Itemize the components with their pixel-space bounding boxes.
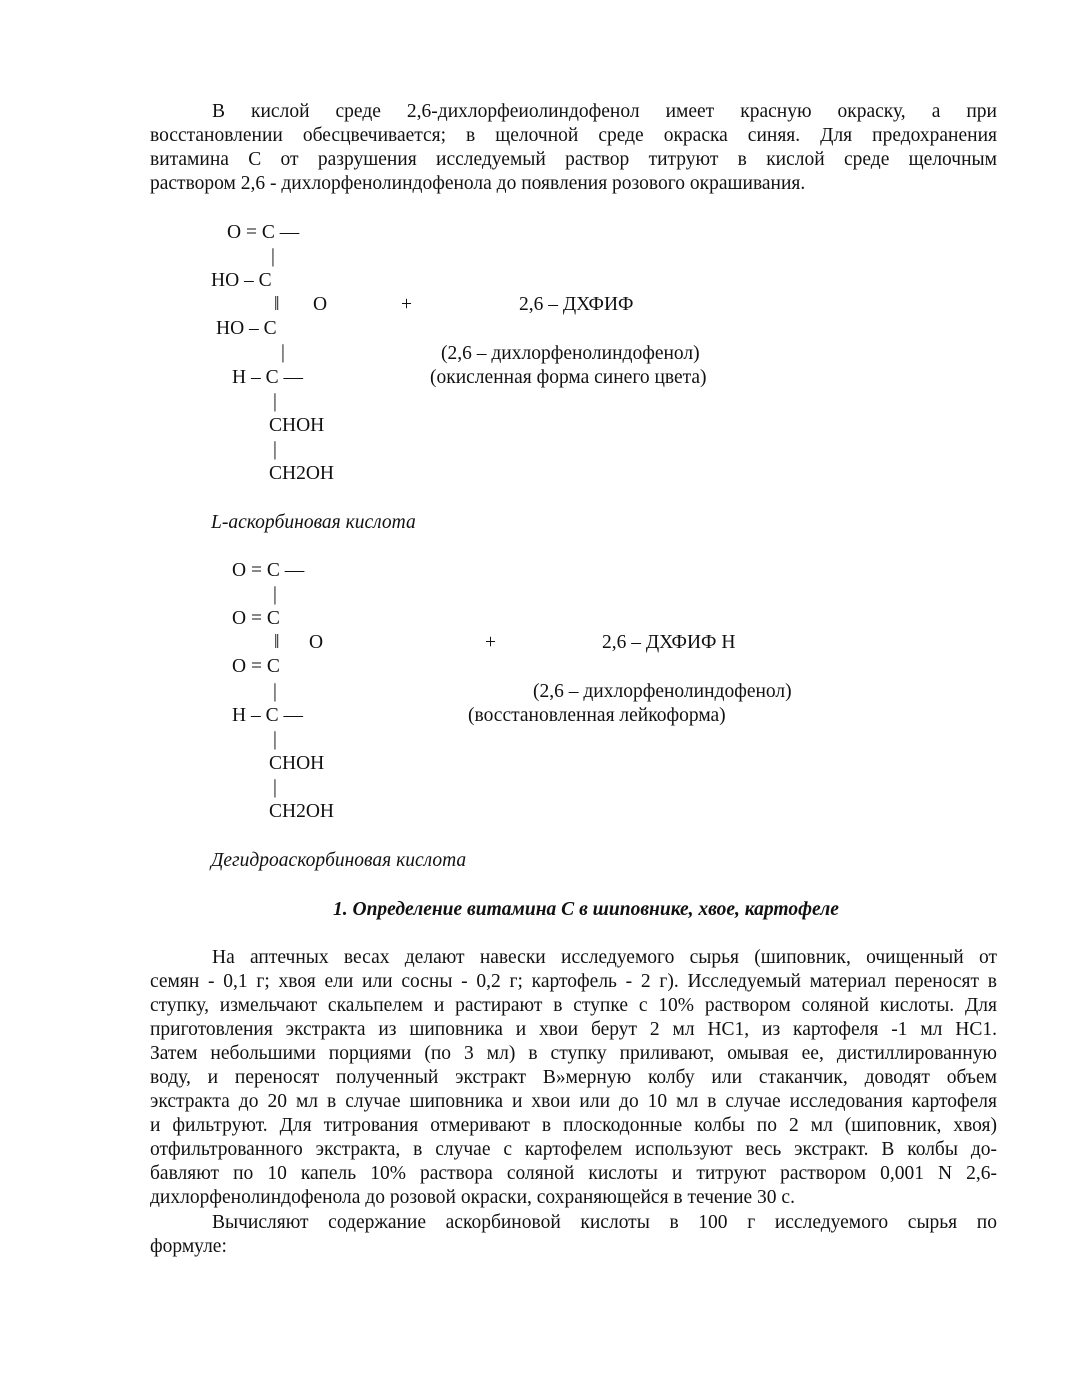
- structure-line: O = C: [232, 608, 280, 629]
- structure-line: CHOH: [269, 753, 325, 774]
- structure-line: CH2OH: [269, 463, 335, 484]
- structure-caption: Дегидроаскорбиновая кислота: [211, 850, 467, 871]
- text-line: витамина С от разрушения исследуемый раствор титруют в кислой среде щелочным: [150, 149, 997, 170]
- reagent-label: 2,6 – ДХФИФ: [519, 294, 634, 315]
- reagent-form: (восстановленная лейкоформа): [468, 705, 726, 726]
- text-line: бавляют по 10 капель 10% раствора соляной кислоты и титруют раствором 0,001 N 2,6-: [150, 1163, 997, 1184]
- bond-line: |: [273, 439, 277, 460]
- bond-line: |: [271, 246, 275, 267]
- structure-line: O = C —: [232, 560, 305, 581]
- structure-line: O = C: [232, 656, 280, 677]
- bond-line: |: [273, 584, 277, 605]
- text-line: семян - 0,1 г; хвоя ели или сосны - 0,2 г; картофель - 2 г). Исследуемый материал переносят в: [150, 971, 997, 992]
- reagent-name: (2,6 – дихлорфенолиндофенол): [533, 681, 792, 702]
- bond-line: |: [273, 391, 277, 412]
- structure-line: CH2OH: [269, 801, 335, 822]
- bond-line: |: [281, 342, 285, 363]
- double-bond: ‖: [274, 294, 280, 315]
- formula-intro-paragraph: [150, 1211, 997, 1259]
- text-line: экстракта до 20 мл в случае шиповника и хвои или до 10 мл в случае исследования картофеля: [150, 1091, 997, 1112]
- reagent-form: (окисленная форма синего цвета): [430, 367, 707, 388]
- double-bond: ‖: [274, 632, 280, 653]
- text-line: дихлорфенолиндофенола до розовой окраски, сохраняющейся в течение 30 с.: [150, 1187, 795, 1208]
- text-line: отфильтрованного экстракта, в случае с картофелем используют весь экстракт. В колбы до-: [150, 1139, 997, 1160]
- plus-sign: +: [401, 294, 412, 315]
- text-line: воду, и переносят полученный экстракт В»мерную колбу или стаканчик, доводят объем: [150, 1067, 997, 1088]
- text-line: Вычисляют содержание аскорбиновой кислоты в 100 г исследуемого сырья по: [212, 1212, 997, 1233]
- plus-sign: +: [485, 632, 496, 653]
- structure-line: HO – C: [216, 318, 277, 339]
- intro-paragraph: [150, 100, 997, 196]
- bond-line: |: [273, 777, 277, 798]
- text-line: На аптечных весах делают навески исследуемого сырья (шиповник, очищенный от: [212, 947, 997, 968]
- structure-line: H – C —: [232, 367, 303, 388]
- structure-line: HO – C: [211, 270, 272, 291]
- ring-oxygen: O: [313, 294, 328, 315]
- bond-line: |: [273, 729, 277, 750]
- bond-line: |: [273, 681, 277, 702]
- text-line: ступку, измельчают скальпелем и растирают в ступке с 10% раствором соляной кислоты. Для: [150, 995, 997, 1016]
- text-line: формуле:: [150, 1236, 227, 1257]
- structure-line: CHOH: [269, 415, 325, 436]
- structure-line: O = C —: [227, 222, 300, 243]
- method-paragraph: [150, 946, 997, 1210]
- text-line: Затем небольшими порциями (по 3 мл) в ступку приливают, омывая ее, дистиллированную: [150, 1043, 997, 1064]
- text-line: восстановлении обесцвечивается; в щелочной среде окраска синяя. Для предохранения: [150, 125, 997, 146]
- structure-caption: L-аскорбиновая кислота: [211, 512, 416, 533]
- reagent-name: (2,6 – дихлорфенолиндофенол): [441, 343, 700, 364]
- reagent-label: 2,6 – ДХФИФ Н: [602, 632, 736, 653]
- section-heading: 1. Определение витамина С в шиповнике, хвое, картофеле: [333, 899, 839, 920]
- structure-line: H – C —: [232, 705, 303, 726]
- text-line: раствором 2,6 - дихлорфенолиндофенола до появления розового окрашивания.: [150, 173, 806, 194]
- text-line: В кислой среде 2,6-дихлорфеиолиндофенол имеет красную окраску, а при: [212, 101, 997, 122]
- text-line: и фильтруют. Для титрования отмеривают в плоскодонные колбы по 2 мл (шиповник, хвоя): [150, 1115, 997, 1136]
- text-line: приготовления экстракта из шиповника и хвои берут 2 мл НС1, из картофеля -1 мл НС1.: [150, 1019, 997, 1040]
- ring-oxygen: O: [309, 632, 324, 653]
